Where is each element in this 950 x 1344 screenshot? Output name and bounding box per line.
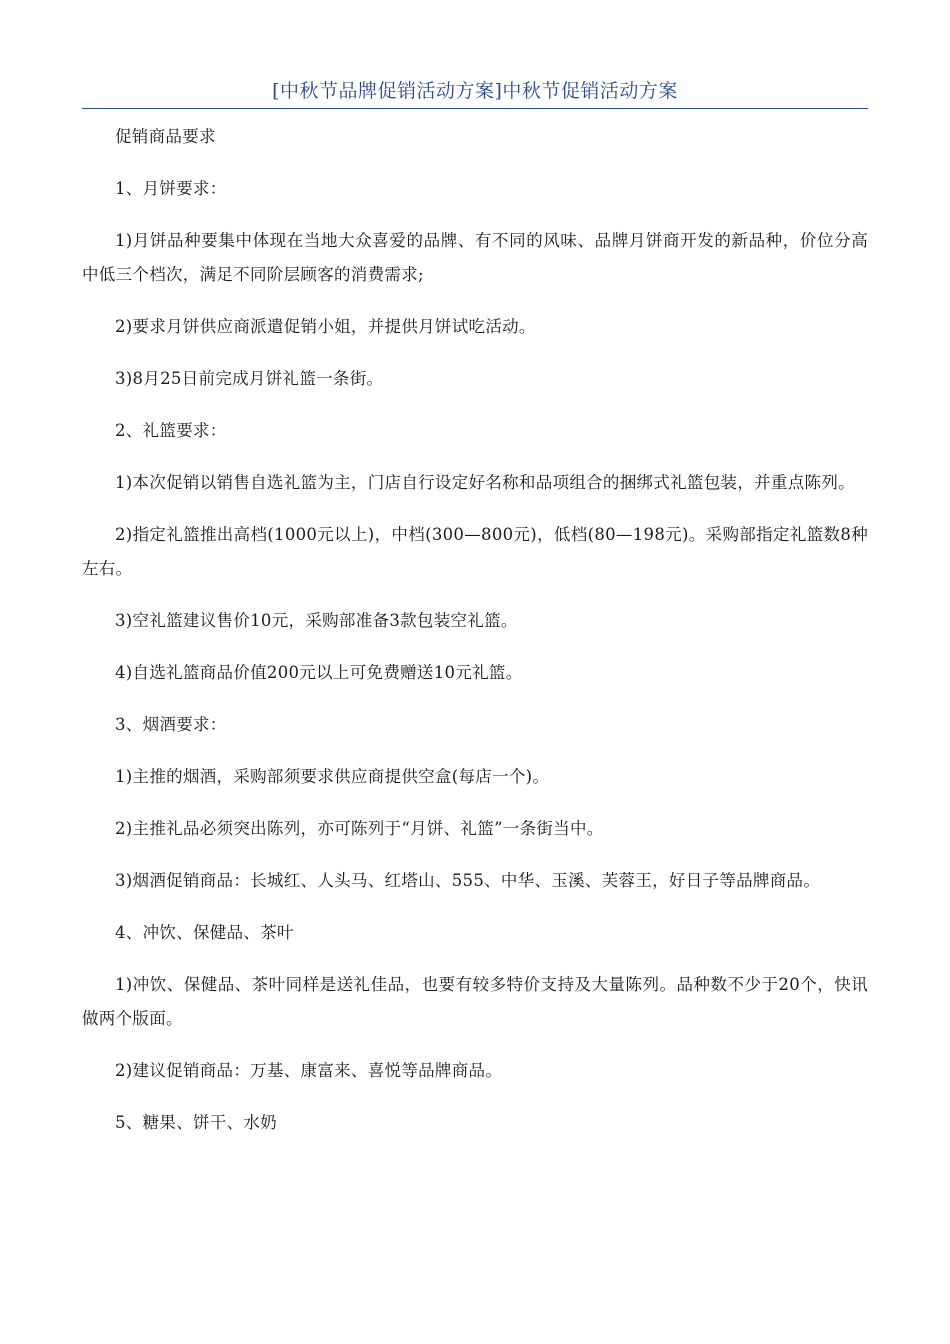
page-header <box>82 78 868 109</box>
paragraph: 1)本次促销以销售自选礼篮为主，门店自行设定好名称和品项组合的捆绑式礼篮包装，并重点陈列。 <box>115 473 855 492</box>
paragraph: 3)8月25日前完成月饼礼篮一条街。 <box>115 369 384 388</box>
subsection-heading: 2、礼篮要求： <box>115 421 227 440</box>
subsection-heading: 3、烟酒要求： <box>115 715 227 734</box>
section-heading: 促销商品要求 <box>115 127 216 146</box>
paragraph: 2)指定礼篮推出高档(1000元以上)，中档(300—800元)，低档(80—198元)。采购部指定礼篮数8种左右。 <box>82 525 868 578</box>
paragraph: 2)建议促销商品：万基、康富来、喜悦等品牌商品。 <box>115 1061 503 1080</box>
paragraph: 1)月饼品种要集中体现在当地大众喜爱的品牌、有不同的风味、品牌月饼商开发的新品种，价位分高中低三个档次，满足不同阶层顾客的消费需求; <box>82 231 868 284</box>
paragraph: 2)主推礼品必须突出陈列，亦可陈列于“月饼、礼篮”一条街当中。 <box>115 819 604 838</box>
subsection-heading: 1、月饼要求： <box>115 179 227 198</box>
paragraph: 4)自选礼篮商品价值200元以上可免费赠送10元礼篮。 <box>115 663 523 682</box>
paragraph: 1)主推的烟酒，采购部须要求供应商提供空盒(每店一个)。 <box>115 767 550 786</box>
paragraph: 3)烟酒促销商品：长城红、人头马、红塔山、555、中华、玉溪、芙蓉王，好日子等品牌商品。 <box>115 871 821 890</box>
subsection-heading: 4、冲饮、保健品、茶叶 <box>115 923 294 942</box>
paragraph: 1)冲饮、保健品、茶叶同样是送礼佳品，也要有较多特价支持及大量陈列。品种数不少于20个，快讯做两个版面。 <box>82 975 868 1028</box>
document-body <box>82 120 868 1158</box>
paragraph: 2)要求月饼供应商派遣促销小姐，并提供月饼试吃活动。 <box>115 317 536 336</box>
subsection-heading: 5、糖果、饼干、水奶 <box>115 1113 277 1132</box>
paragraph: 3)空礼篮建议售价10元，采购部准备3款包装空礼篮。 <box>115 611 518 630</box>
header-title: [中秋节品牌促销活动方案]中秋节促销活动方案 <box>272 80 678 102</box>
